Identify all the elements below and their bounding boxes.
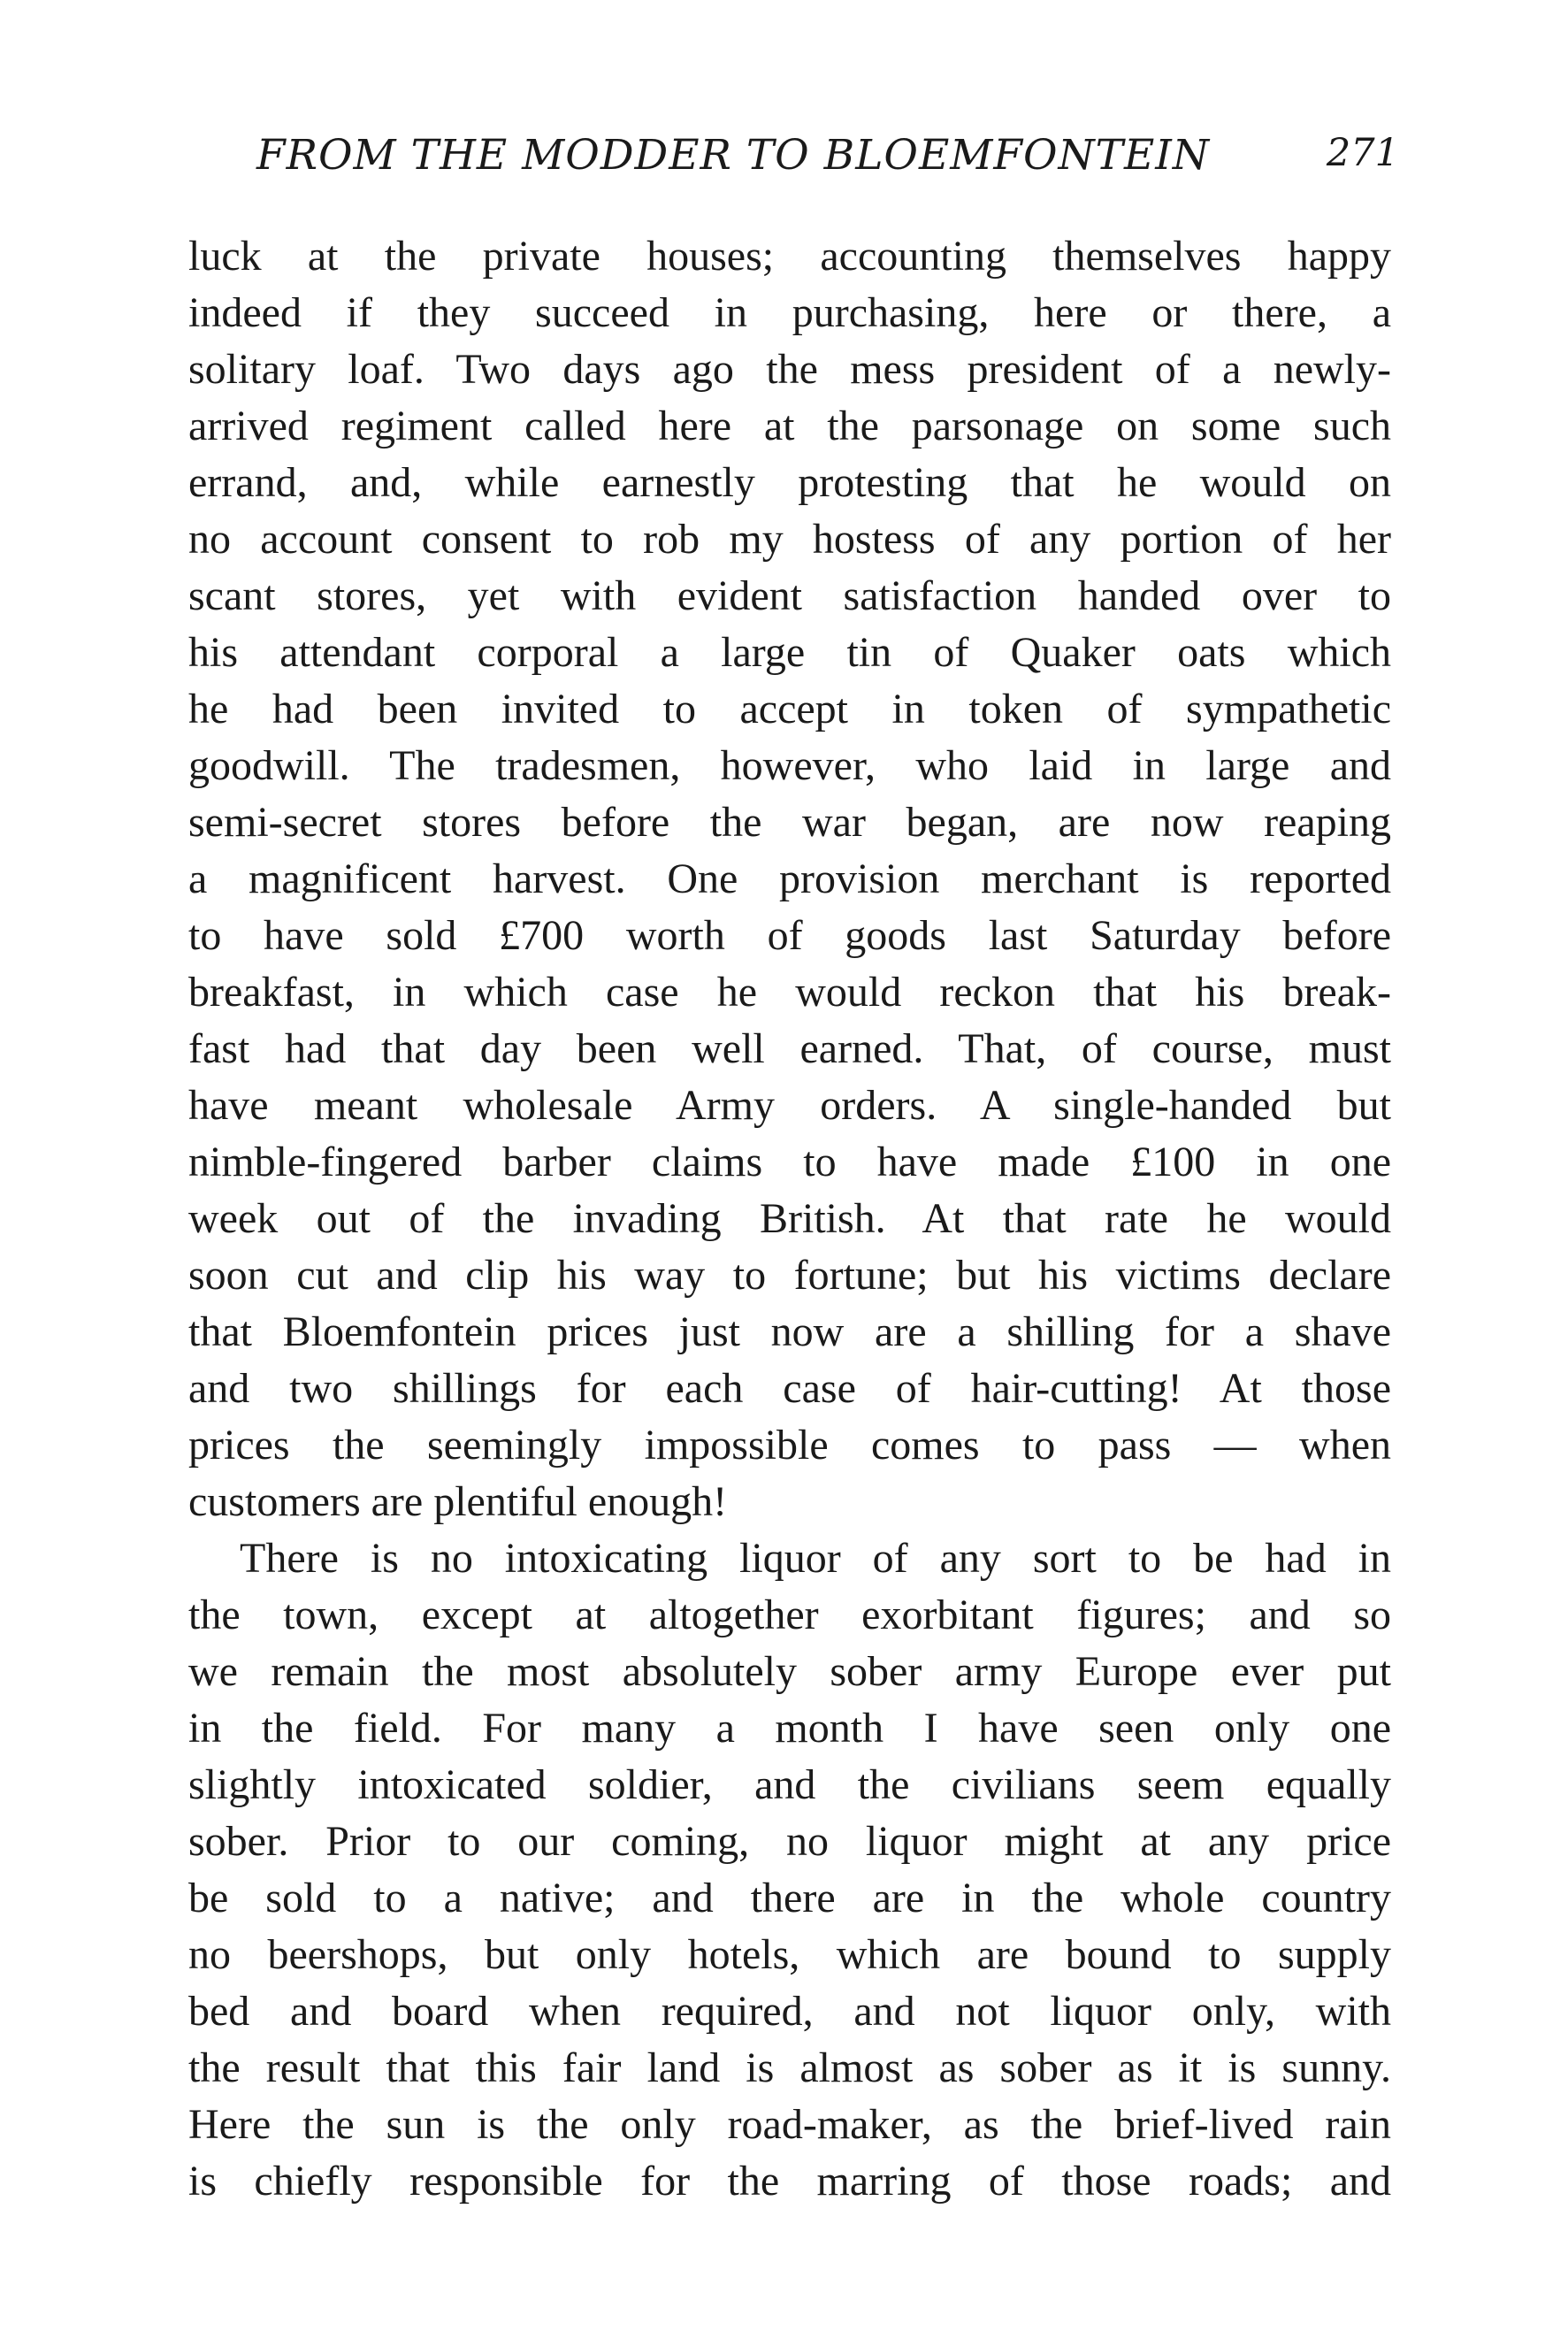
text-line: indeed if they succeed in purchasing, here or there, a bbox=[188, 289, 1391, 336]
text-line: goodwill. The tradesmen, however, who laid in large and bbox=[188, 742, 1391, 789]
text-line: no beershops, but only hotels, which are bound to supply bbox=[188, 1931, 1391, 1978]
text-line: that Bloemfontein prices just now are a shilling for a shave bbox=[188, 1308, 1391, 1355]
text-line: be sold to a native; and there are in the whole country bbox=[188, 1875, 1391, 1921]
running-title: FROM THE MODDER TO BLOEMFONTEIN bbox=[256, 131, 1210, 180]
text-line: bed and board when required, and not liquor only, with bbox=[188, 1988, 1391, 2035]
text-line: semi-secret stores before the war began, are now reaping bbox=[188, 799, 1391, 846]
text-line: customers are plentiful enough! bbox=[188, 1478, 728, 1525]
paragraph bbox=[188, 1530, 1391, 2210]
text-line: in the field. For many a month I have seen only one bbox=[188, 1705, 1391, 1752]
body-text bbox=[188, 228, 1391, 2210]
text-line: fast had that day been well earned. That, of course, must bbox=[188, 1025, 1391, 1072]
text-line: luck at the private houses; accounting themselves happy bbox=[188, 233, 1391, 280]
text-line: have meant wholesale Army orders. A single-handed but bbox=[188, 1082, 1391, 1129]
text-line: to have sold £700 worth of goods last Saturday before bbox=[188, 912, 1391, 959]
text-line: no account consent to rob my hostess of any portion of her bbox=[188, 516, 1391, 563]
text-line: prices the seemingly impossible comes to pass — when bbox=[188, 1422, 1391, 1469]
text-line: slightly intoxicated soldier, and the civilians seem equally bbox=[188, 1761, 1391, 1808]
running-head bbox=[256, 131, 1399, 184]
text-line: soon cut and clip his way to fortune; but his victims declare bbox=[188, 1252, 1391, 1299]
text-line: nimble-fingered barber claims to have made £100 in one bbox=[188, 1139, 1391, 1185]
text-line: we remain the most absolutely sober army Europe ever put bbox=[188, 1648, 1391, 1695]
text-line: his attendant corporal a large tin of Quaker oats which bbox=[188, 629, 1391, 676]
text-line: errand, and, while earnestly protesting that he would on bbox=[188, 459, 1391, 506]
text-line: There is no intoxicating liquor of any sort to be had in bbox=[240, 1535, 1391, 1582]
text-line: scant stores, yet with evident satisfaction handed over to bbox=[188, 572, 1391, 619]
text-line: is chiefly responsible for the marring of those roads; and bbox=[188, 2158, 1391, 2205]
text-line: sober. Prior to our coming, no liquor might at any price bbox=[188, 1818, 1391, 1865]
text-line: week out of the invading British. At that rate he would bbox=[188, 1195, 1391, 1242]
paragraph bbox=[188, 228, 1391, 1530]
text-line: a magnificent harvest. One provision merchant is reported bbox=[188, 855, 1391, 902]
text-line: arrived regiment called here at the parsonage on some such bbox=[188, 403, 1391, 449]
text-line: the town, except at altogether exorbitant figures; and so bbox=[188, 1591, 1391, 1638]
text-line: he had been invited to accept in token of sympathetic bbox=[188, 686, 1391, 732]
text-line: and two shillings for each case of hair-cutting! At those bbox=[188, 1365, 1391, 1412]
text-line: Here the sun is the only road-maker, as the brief-lived rain bbox=[188, 2101, 1391, 2148]
text-line: breakfast, in which case he would reckon that his break- bbox=[188, 969, 1391, 1016]
text-line: solitary loaf. Two days ago the mess president of a newly- bbox=[188, 346, 1391, 393]
page-number: 271 bbox=[1326, 131, 1399, 175]
text-line: the result that this fair land is almost as sober as it is sunny. bbox=[188, 2044, 1391, 2091]
